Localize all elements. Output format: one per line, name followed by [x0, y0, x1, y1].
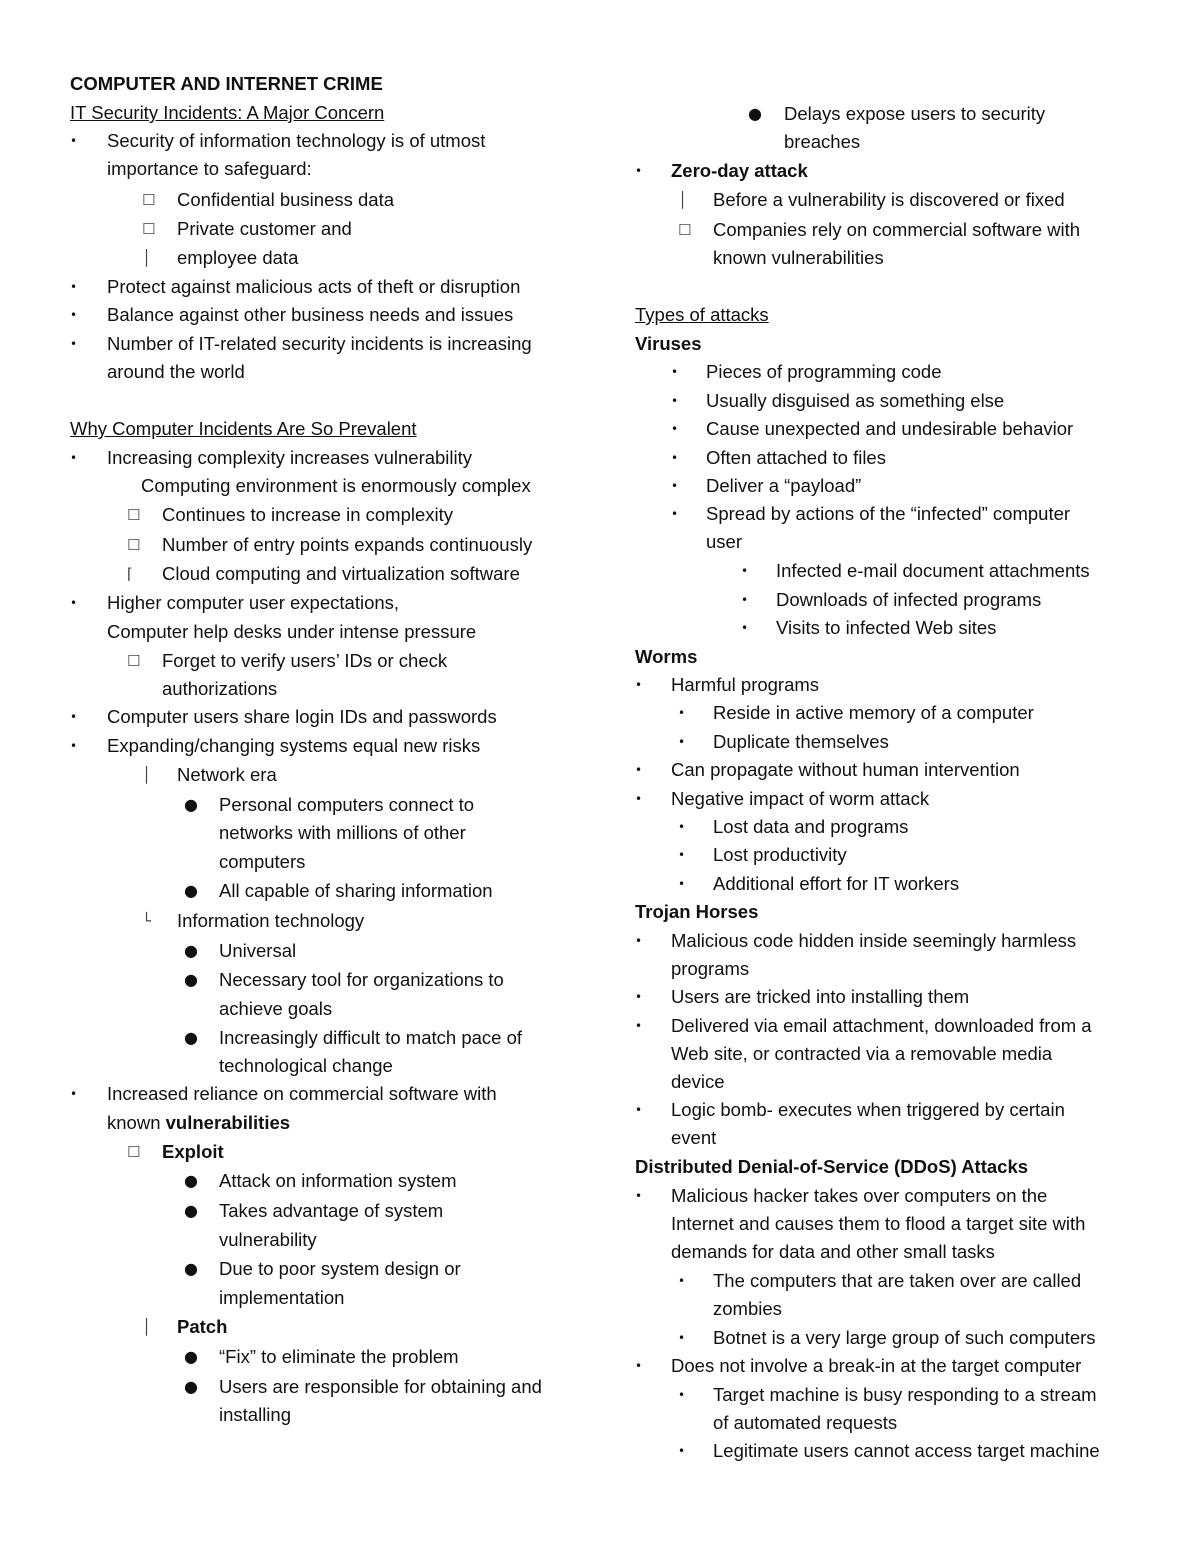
sub-sub-list-item-continuation: vulnerability: [219, 1229, 317, 1250]
box-marker: ☐: [678, 221, 692, 239]
bullet-marker: •: [635, 164, 643, 178]
sub-sub-list-item: All capable of sharing information: [219, 880, 493, 901]
list-item-continuation: Computer help desks under intense pressure: [107, 621, 477, 642]
bullet-marker: •: [678, 735, 686, 749]
document-title: COMPUTER AND INTERNET CRIME: [70, 73, 383, 94]
list-item: Security of information technology is of utmost: [107, 130, 486, 151]
list-item: Often attached to files: [706, 447, 886, 468]
list-item-continuation: around the world: [107, 361, 245, 382]
list-item: Usually disguised as something else: [706, 390, 1005, 411]
sub-list-item-continuation: of automated requests: [713, 1412, 898, 1433]
box-marker: ☐: [142, 220, 156, 238]
sub-sub-list-item: “Fix” to eliminate the problem: [219, 1346, 459, 1367]
bullet-marker: •: [635, 678, 643, 692]
bullet-marker: •: [70, 1087, 78, 1101]
list-item: Does not involve a break-in at the target computer: [671, 1355, 1082, 1376]
sub-list-item: employee data: [177, 247, 299, 268]
bullet-marker: •: [678, 1444, 686, 1458]
sub-list-item-heading: Patch: [177, 1316, 228, 1337]
section-heading-prevalent: Why Computer Incidents Are So Prevalent: [70, 418, 417, 439]
sub-list-item-continuation: authorizations: [162, 678, 278, 699]
list-item: Increasing complexity increases vulnerability: [107, 447, 473, 468]
bullet-marker: •: [635, 763, 643, 777]
sub-list-item: Duplicate themselves: [713, 731, 889, 752]
sub-list-item: Botnet is a very large group of such computers: [713, 1327, 1096, 1348]
corner-marker: ⌈: [127, 565, 133, 583]
list-item: Computer users share login IDs and passwords: [107, 706, 497, 727]
sub-sub-list-item-continuation: breaches: [784, 131, 861, 152]
bullet-marker: •: [635, 792, 643, 806]
bullet-marker: •: [678, 848, 686, 862]
sub-sub-list-item: Due to poor system design or: [219, 1258, 461, 1279]
big-bullet-marker: ●: [184, 1377, 198, 1396]
list-item-continuation: importance to safeguard:: [107, 158, 312, 179]
bar-marker: │: [678, 191, 688, 209]
list-item: Deliver a “payload”: [706, 475, 862, 496]
bullet-marker: •: [635, 934, 643, 948]
sub-sub-list-item-continuation: installing: [219, 1404, 291, 1425]
bullet-marker: •: [741, 564, 749, 578]
box-marker: ☐: [142, 191, 156, 209]
sub-sub-list-item-continuation: implementation: [219, 1287, 345, 1308]
sub-list-item: Network era: [177, 764, 277, 785]
bullet-marker: •: [70, 451, 78, 465]
list-item: Spread by actions of the “infected” computer: [706, 503, 1071, 524]
sub-list-item: Legitimate users cannot access target machine: [713, 1440, 1100, 1461]
bullet-marker: •: [678, 1331, 686, 1345]
sub-sub-list-item: Universal: [219, 940, 297, 961]
sub-list-item: Information technology: [177, 910, 365, 931]
bar-marker: │: [142, 249, 152, 267]
list-item: Expanding/changing systems equal new risks: [107, 735, 481, 756]
bullet-marker: •: [671, 422, 679, 436]
bar-marker: │: [142, 766, 152, 784]
bullet-marker: •: [70, 337, 78, 351]
sub-list-item: Target machine is busy responding to a stream: [713, 1384, 1097, 1405]
sub-sub-list-item: Delays expose users to security: [784, 103, 1046, 124]
big-bullet-marker: ●: [184, 881, 198, 900]
bullet-marker: •: [671, 394, 679, 408]
bullet-marker: •: [741, 621, 749, 635]
list-item-continuation: demands for data and other small tasks: [671, 1241, 995, 1262]
list-item: Cause unexpected and undesirable behavior: [706, 418, 1074, 439]
big-bullet-marker: ●: [184, 970, 198, 989]
box-marker: ☐: [127, 652, 141, 670]
list-item: Delivered via email attachment, downloaded from a: [671, 1015, 1092, 1036]
subsection-heading-viruses: Viruses: [635, 333, 702, 354]
big-bullet-marker: ●: [184, 1201, 198, 1220]
sub-list-item: Lost data and programs: [713, 816, 909, 837]
sub-list-item: Private customer and: [177, 218, 352, 239]
bullet-marker: •: [70, 280, 78, 294]
list-item: Protect against malicious acts of theft or disruption: [107, 276, 521, 297]
list-item-continuation: event: [671, 1127, 717, 1148]
list-item-continuation: Internet and causes them to flood a target site with: [671, 1213, 1086, 1234]
list-item: Harmful programs: [671, 674, 820, 695]
big-bullet-marker: ●: [184, 1171, 198, 1190]
list-item: Pieces of programming code: [706, 361, 942, 382]
sub-list-item: Forget to verify users’ IDs or check: [162, 650, 448, 671]
list-item: Users are tricked into installing them: [671, 986, 970, 1007]
list-item: Malicious code hidden inside seemingly harmless: [671, 930, 1077, 951]
bullet-marker: •: [671, 479, 679, 493]
big-bullet-marker: ●: [748, 104, 762, 123]
list-item-continuation: programs: [671, 958, 750, 979]
bullet-marker: •: [635, 1103, 643, 1117]
sub-list-item: Confidential business data: [177, 189, 395, 210]
sub-sub-list-item-continuation: achieve goals: [219, 998, 333, 1019]
sub-sub-list-item: Takes advantage of system: [219, 1200, 444, 1221]
sub-list-item: The computers that are taken over are called: [713, 1270, 1082, 1291]
bullet-marker: •: [678, 877, 686, 891]
bullet-marker: •: [70, 739, 78, 753]
big-bullet-marker: ●: [184, 941, 198, 960]
sub-list-item-continuation: zombies: [713, 1298, 782, 1319]
list-item: Increased reliance on commercial software with: [107, 1083, 497, 1104]
list-item: Negative impact of worm attack: [671, 788, 930, 809]
big-bullet-marker: ●: [184, 1259, 198, 1278]
big-bullet-marker: ●: [184, 795, 198, 814]
list-item-continuation: Web site, or contracted via a removable media: [671, 1043, 1053, 1064]
sub-list-item: Number of entry points expands continuously: [162, 534, 533, 555]
big-bullet-marker: ●: [184, 1028, 198, 1047]
box-marker: ☐: [127, 1143, 141, 1161]
bullet-marker: •: [678, 1274, 686, 1288]
big-bullet-marker: ●: [184, 1347, 198, 1366]
sub-list-item: Infected e-mail document attachments: [776, 560, 1090, 581]
bullet-marker: •: [70, 710, 78, 724]
sub-sub-list-item: Attack on information system: [219, 1170, 457, 1191]
sub-list-item: Downloads of infected programs: [776, 589, 1042, 610]
list-item: Can propagate without human intervention: [671, 759, 1020, 780]
sub-list-item: Cloud computing and virtualization software: [162, 563, 520, 584]
sub-sub-list-item-continuation: networks with millions of other: [219, 822, 466, 843]
sub-sub-list-item-continuation: technological change: [219, 1055, 393, 1076]
bullet-marker: •: [70, 596, 78, 610]
box-marker: ☐: [127, 506, 141, 524]
subsection-heading-worms: Worms: [635, 646, 698, 667]
list-item-continuation: user: [706, 531, 742, 552]
bullet-marker: •: [671, 451, 679, 465]
sub-list-item: Continues to increase in complexity: [162, 504, 454, 525]
box-marker: ☐: [127, 536, 141, 554]
list-item: Number of IT-related security incidents is increasing: [107, 333, 532, 354]
bullet-marker: •: [70, 308, 78, 322]
sub-list-item: Visits to infected Web sites: [776, 617, 997, 638]
list-item: Logic bomb- executes when triggered by certain: [671, 1099, 1065, 1120]
bullet-marker: •: [635, 1189, 643, 1203]
bullet-marker: •: [70, 134, 78, 148]
bullet-marker: •: [678, 706, 686, 720]
sub-list-item-heading: Exploit: [162, 1141, 224, 1162]
list-item: Malicious hacker takes over computers on the: [671, 1185, 1048, 1206]
bar-marker: │: [142, 1318, 152, 1336]
list-item-bold-text: vulnerabilities: [165, 1112, 291, 1133]
corner-marker: └: [142, 912, 152, 930]
sub-sub-list-item: Necessary tool for organizations to: [219, 969, 504, 990]
sub-list-item: Reside in active memory of a computer: [713, 702, 1034, 723]
bullet-marker: •: [671, 365, 679, 379]
list-item-text: known: [107, 1112, 161, 1133]
bullet-marker: •: [635, 990, 643, 1004]
sub-sub-list-item-continuation: computers: [219, 851, 306, 872]
list-item-heading: Zero-day attack: [671, 160, 808, 181]
bullet-marker: •: [678, 820, 686, 834]
bullet-marker: •: [678, 1388, 686, 1402]
bullet-marker: •: [741, 593, 749, 607]
sub-list-item: Companies rely on commercial software with: [713, 219, 1081, 240]
sub-list-item: Additional effort for IT workers: [713, 873, 960, 894]
list-item-continuation: [107, 1109, 290, 1137]
bullet-marker: •: [635, 1019, 643, 1033]
sub-sub-list-item: Users are responsible for obtaining and: [219, 1376, 542, 1397]
sub-list-item-continuation: known vulnerabilities: [713, 247, 884, 268]
list-item-continuation: device: [671, 1071, 725, 1092]
sub-sub-list-item: Personal computers connect to: [219, 794, 475, 815]
section-heading-security-incidents: IT Security Incidents: A Major Concern: [70, 102, 385, 123]
sub-list-item: Before a vulnerability is discovered or fixed: [713, 189, 1065, 210]
list-item: Higher computer user expectations,: [107, 592, 400, 613]
subsection-heading-trojan-horses: Trojan Horses: [635, 901, 759, 922]
subsection-heading-ddos: Distributed Denial-of-Service (DDoS) Attacks: [635, 1156, 1029, 1177]
list-item-continuation: Computing environment is enormously complex: [141, 475, 531, 496]
section-heading-types-of-attacks: Types of attacks: [635, 304, 769, 325]
bullet-marker: •: [635, 1359, 643, 1373]
list-item: Balance against other business needs and issues: [107, 304, 514, 325]
sub-sub-list-item: Increasingly difficult to match pace of: [219, 1027, 523, 1048]
bullet-marker: •: [671, 507, 679, 521]
sub-list-item: Lost productivity: [713, 844, 847, 865]
